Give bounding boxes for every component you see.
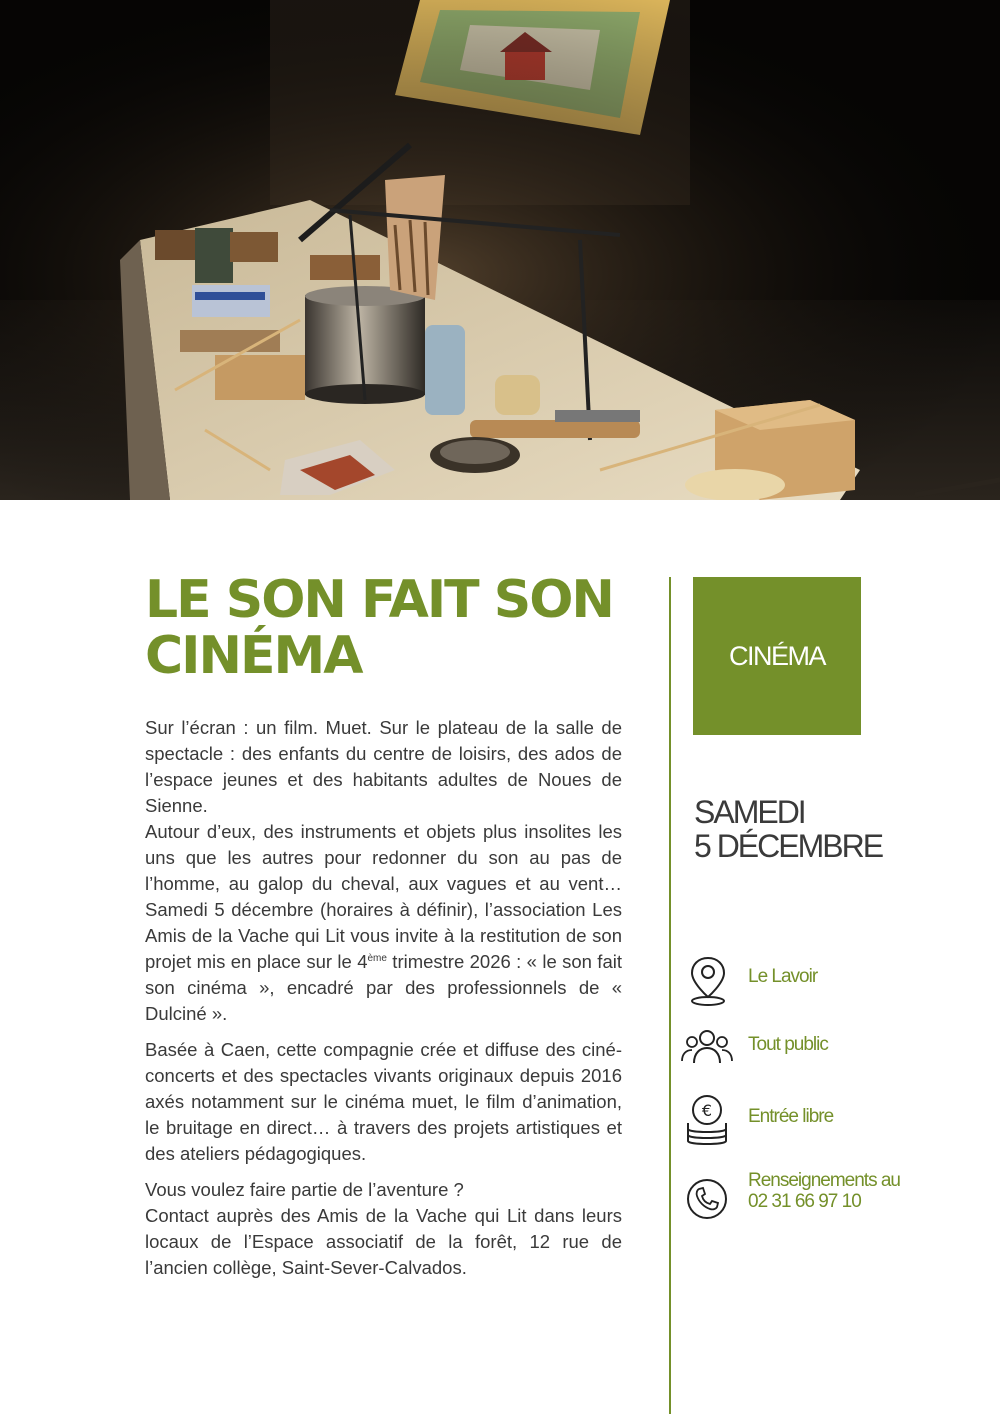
description-text: trimestre 2026 : « le son fait son cinéma », encadré par des professionnels de « Dulciné ». (145, 951, 622, 1024)
description-paragraph-1 (145, 715, 622, 1027)
ordinal-superscript: ème (367, 952, 387, 964)
hero-photo (0, 0, 1000, 500)
category-badge (693, 577, 861, 735)
contact-label: Renseignements au (748, 1170, 900, 1191)
map-pin-icon (688, 955, 728, 1009)
description-text: Vous voulez faire partie de l’aventure ? (145, 1179, 464, 1200)
event-title: LE SON FAIT SON CINÉMA (145, 570, 613, 686)
description-paragraph-3 (145, 1177, 622, 1281)
event-date (694, 795, 924, 863)
price-text: Entrée libre (748, 1106, 834, 1127)
description-text: Sur l’écran : un film. Muet. Sur le plateau de la salle de spectacle : des enfants du centre de loisirs, des ados de l’espace jeunes et des habitants adultes de Noues de Sienne. (145, 717, 622, 816)
event-description (145, 715, 622, 1291)
location-text: Le Lavoir (748, 966, 818, 987)
category-label: CINÉMA (728, 640, 825, 671)
date-day-month: 5 DÉCEMBRE (694, 828, 883, 864)
description-text: Contact auprès des Amis de la Vache qui Lit dans leurs locaux de l’Espace associatif de la forêt, 12 rue de l’ancien collège, Saint-Sever-Calvados. (145, 1205, 622, 1278)
svg-text:€: € (701, 1101, 713, 1120)
phone-number: 02 31 66 97 10 (748, 1191, 861, 1212)
column-divider (669, 577, 671, 1414)
description-paragraph-2: Basée à Caen, cette compagnie crée et diffuse des ciné-concerts et des spectacles vivants originaux depuis 2016 axés notamment sur le cinéma muet, le film d’animation, le bruitage en direct… à travers des projets artistiques et des ateliers pédagogiques. (145, 1039, 622, 1164)
euro-coins-icon (684, 1093, 730, 1147)
phone-icon (686, 1178, 728, 1220)
audience-text: Tout public (748, 1034, 828, 1055)
date-day: SAMEDI (694, 794, 805, 830)
people-group-icon (680, 1025, 734, 1069)
stage-scene-illustration (0, 0, 1000, 500)
description-text: Autour d’eux, des instruments et objets plus insolites les uns que les autres pour redonner du son au pas de l’homme, au galop du cheval, aux vagues et au vent… Samedi 5 décembre (horaires à définir), l’association Les Amis de la Vache qui Lit vous invite à la restitution de son projet mis en place sur le 4 (145, 821, 622, 972)
contact-info (748, 1170, 900, 1212)
